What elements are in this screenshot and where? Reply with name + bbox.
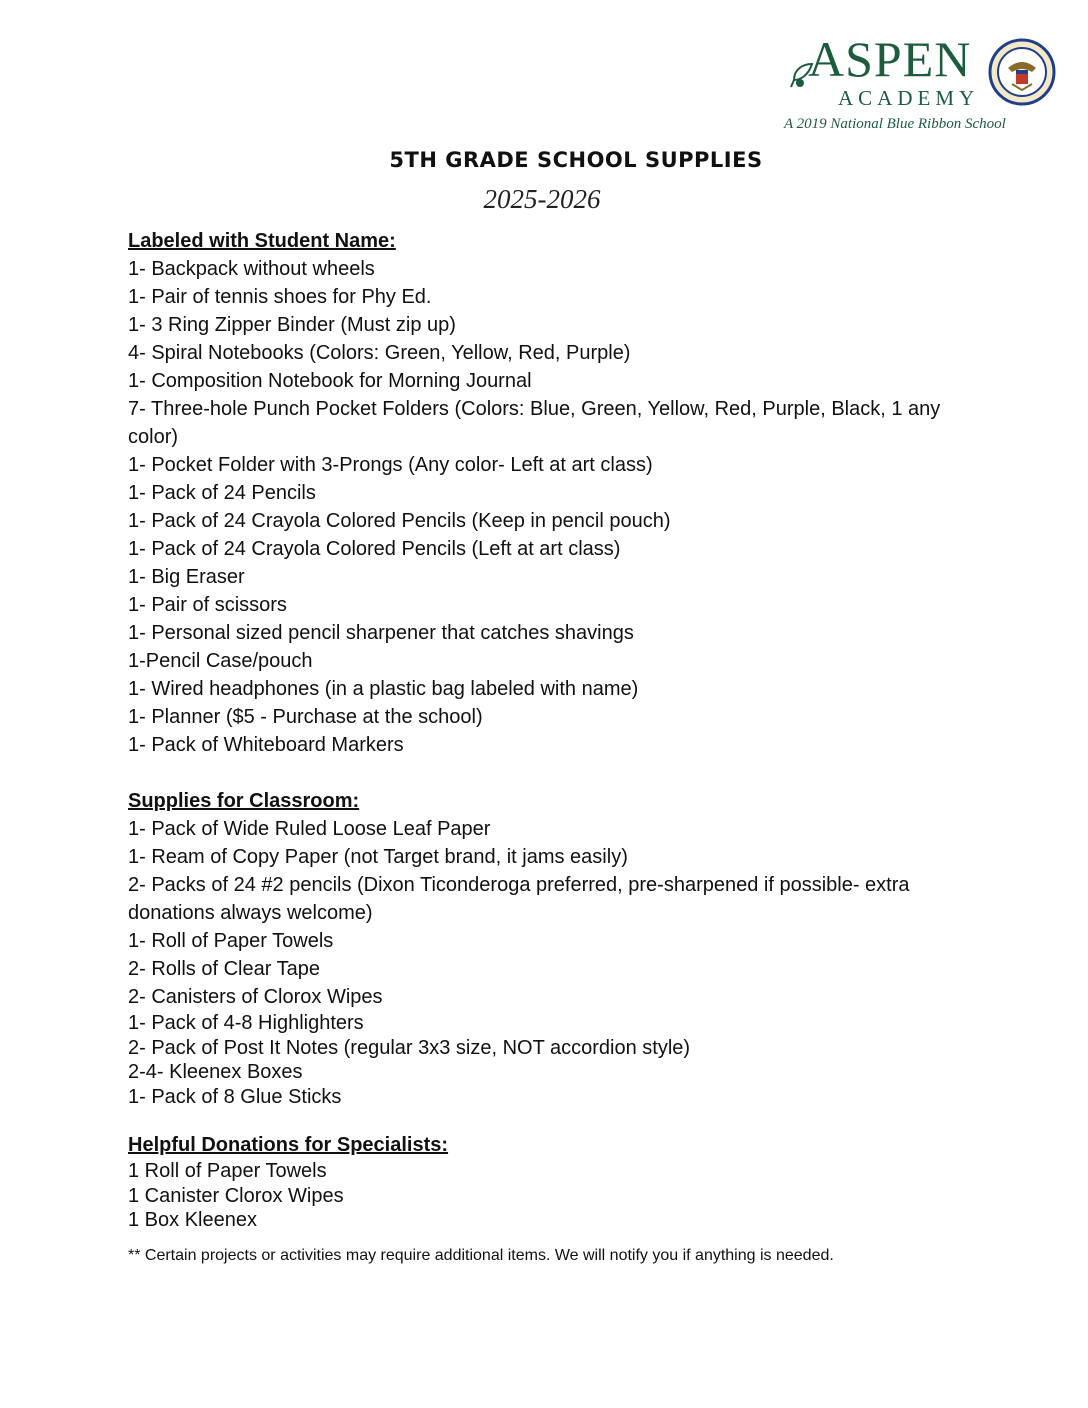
section-heading: Helpful Donations for Specialists: bbox=[128, 1134, 449, 1156]
list-item: 1- Planner ($5 - Purchase at the school) bbox=[128, 706, 483, 728]
list-item: 1- Wired headphones (in a plastic bag labeled with name) bbox=[128, 678, 639, 700]
list-item: 1- Pair of scissors bbox=[128, 594, 287, 616]
footnote: ** Certain projects or activities may require additional items. We will notify you if anything is needed. bbox=[128, 1246, 834, 1264]
list-item: 1- Pack of 24 Crayola Colored Pencils (Left at art class) bbox=[128, 538, 621, 560]
logo-subname: ACADEMY bbox=[838, 86, 980, 110]
list-item: 1- Pack of 4-8 Highlighters bbox=[128, 1012, 364, 1034]
school-logo bbox=[782, 31, 1062, 136]
list-item: 1- Pack of Whiteboard Markers bbox=[128, 734, 404, 756]
list-item: 1- Pocket Folder with 3-Prongs (Any color- Left at art class) bbox=[128, 454, 653, 476]
list-item: 1- 3 Ring Zipper Binder (Must zip up) bbox=[128, 314, 456, 336]
list-item: 1- Pack of 24 Pencils bbox=[128, 482, 316, 504]
list-item: 2- Canisters of Clorox Wipes bbox=[128, 986, 383, 1008]
list-item: 2-4- Kleenex Boxes bbox=[128, 1061, 303, 1083]
list-item: 1 Box Kleenex bbox=[128, 1209, 257, 1231]
list-item: 1- Pack of Wide Ruled Loose Leaf Paper bbox=[128, 818, 491, 840]
list-item: 1- Big Eraser bbox=[128, 566, 245, 588]
section-heading: Supplies for Classroom: bbox=[128, 790, 360, 812]
list-item: 7- Three-hole Punch Pocket Folders (Colors: Blue, Green, Yellow, Red, Purple, Black, 1 any color) bbox=[128, 398, 941, 448]
list-item: 2- Pack of Post It Notes (regular 3x3 size, NOT accordion style) bbox=[128, 1036, 691, 1059]
list-item: 2- Packs of 24 #2 pencils (Dixon Ticonderoga preferred, pre-sharpened if possible- extra donations always welcome) bbox=[128, 874, 910, 924]
section-labeled bbox=[128, 227, 968, 759]
school-year: 2025-2026 bbox=[483, 184, 601, 214]
logo-tagline: A 2019 National Blue Ribbon School bbox=[784, 116, 1006, 132]
list-item: 1- Roll of Paper Towels bbox=[128, 930, 334, 952]
logo-name: ASPEN bbox=[808, 31, 972, 87]
section-heading: Labeled with Student Name: bbox=[128, 230, 396, 252]
list-item: 1- Composition Notebook for Morning Journal bbox=[128, 370, 532, 392]
list-item: 1- Personal sized pencil sharpener that catches shavings bbox=[128, 622, 634, 644]
list-item: 2- Rolls of Clear Tape bbox=[128, 958, 320, 980]
supply-list bbox=[128, 227, 968, 1266]
list-item: 1- Pack of 24 Crayola Colored Pencils (Keep in pencil pouch) bbox=[128, 510, 671, 532]
list-item: 1- Backpack without wheels bbox=[128, 258, 375, 280]
list-item: 1-Pencil Case/pouch bbox=[128, 650, 313, 672]
page-title: 5TH GRADE SCHOOL SUPPLIES bbox=[389, 148, 763, 172]
list-item: 1 Roll of Paper Towels bbox=[128, 1160, 327, 1182]
section-specialists bbox=[128, 1131, 968, 1233]
list-item: 1 Canister Clorox Wipes bbox=[128, 1184, 344, 1207]
list-item: 1- Pack of 8 Glue Sticks bbox=[128, 1085, 342, 1108]
list-item: 4- Spiral Notebooks (Colors: Green, Yellow, Red, Purple) bbox=[128, 342, 631, 364]
section-classroom bbox=[128, 787, 968, 1109]
blue-ribbon-seal-icon bbox=[988, 38, 1056, 106]
list-item: 1- Pair of tennis shoes for Phy Ed. bbox=[128, 286, 432, 308]
list-item: 1- Ream of Copy Paper (not Target brand, it jams easily) bbox=[128, 846, 628, 868]
